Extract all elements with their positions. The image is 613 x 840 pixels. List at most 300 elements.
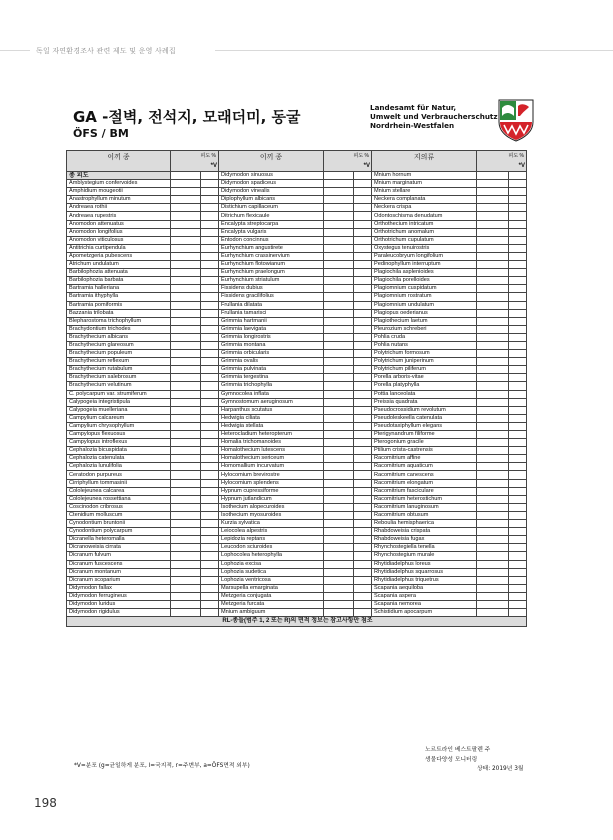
cover-percent-cell (171, 422, 201, 430)
cover-percent-cell (171, 447, 201, 455)
cover-percent-cell (477, 333, 509, 341)
species-name-cell: Cololejeunea rossettiana (67, 495, 171, 503)
distribution-cell (354, 447, 372, 455)
cover-percent-cell (171, 220, 201, 228)
col2-name-header: 이끼 종 (219, 151, 324, 172)
cover-percent-cell (324, 455, 354, 463)
distribution-cell (201, 609, 219, 617)
distribution-cell (354, 503, 372, 511)
cover-percent-cell (324, 447, 354, 455)
distribution-cell (509, 269, 527, 277)
cover-percent-cell (171, 431, 201, 439)
cover-percent-cell (477, 536, 509, 544)
species-name-cell: Racomitrium aquaticum (372, 463, 477, 471)
cover-percent-cell (324, 431, 354, 439)
species-name-cell: Mnium hornum (372, 172, 477, 180)
distribution-cell (354, 350, 372, 358)
species-name-cell: Mnium stellare (372, 188, 477, 196)
col3-cover-header: 피도 % *V (477, 151, 527, 172)
cover-percent-cell (171, 609, 201, 617)
species-name-cell: Homalothecium lutescens (219, 447, 324, 455)
cover-percent-cell (324, 325, 354, 333)
species-name-cell: Harpanthus scutatus (219, 406, 324, 414)
running-header (0, 36, 613, 66)
distribution-cell (354, 269, 372, 277)
distribution-cell (509, 544, 527, 552)
species-name-cell: Dicranella heteromalla (67, 536, 171, 544)
distribution-cell (354, 333, 372, 341)
cover-percent-cell (477, 277, 509, 285)
cover-percent-cell (477, 374, 509, 382)
species-name-cell: Brachythecium albicans (67, 333, 171, 341)
species-name-cell: Isothecium alopecuroides (219, 503, 324, 511)
table-row (67, 196, 527, 204)
distribution-cell (509, 212, 527, 220)
cover-percent-cell (324, 463, 354, 471)
cover-percent-cell (171, 261, 201, 269)
species-name-cell: Rhabdoweisia fugax (372, 536, 477, 544)
cover-percent-cell (477, 479, 509, 487)
table-row (67, 188, 527, 196)
cover-percent-cell (477, 261, 509, 269)
species-name-cell: Hedwigia ciliata (219, 414, 324, 422)
cover-percent-cell (324, 520, 354, 528)
table-row (67, 584, 527, 592)
distribution-cell (201, 333, 219, 341)
cover-percent-cell (171, 471, 201, 479)
page-number: 198 (34, 796, 57, 810)
distribution-cell (509, 479, 527, 487)
table-row (67, 592, 527, 600)
cover-percent-cell (324, 285, 354, 293)
distribution-cell (509, 406, 527, 414)
distribution-cell (354, 609, 372, 617)
table-row (67, 431, 527, 439)
cover-percent-cell (324, 503, 354, 511)
distribution-cell (201, 220, 219, 228)
distribution-cell (354, 309, 372, 317)
species-table-body (67, 172, 527, 617)
table-row (67, 212, 527, 220)
distribution-cell (354, 301, 372, 309)
distribution-cell (201, 277, 219, 285)
species-name-cell: Plagiochila asplenioides (372, 269, 477, 277)
distribution-cell (201, 382, 219, 390)
cover-percent-cell (477, 398, 509, 406)
distribution-cell (201, 269, 219, 277)
species-name-cell: Atrichum undulatum (67, 261, 171, 269)
species-name-cell: Brachydontium trichodes (67, 325, 171, 333)
distribution-cell (509, 325, 527, 333)
distribution-cell (354, 584, 372, 592)
distribution-cell (201, 576, 219, 584)
species-name-cell: Rhabdoweisia crispata (372, 528, 477, 536)
table-row (67, 309, 527, 317)
cover-percent-cell (171, 455, 201, 463)
species-name-cell: Paraleucobryum longifolium (372, 252, 477, 260)
cover-percent-cell (477, 172, 509, 180)
distribution-cell (201, 552, 219, 560)
species-name-cell: Didymodon luridus (67, 600, 171, 608)
distribution-cell (354, 390, 372, 398)
cover-percent-cell (477, 495, 509, 503)
cover-percent-cell (324, 212, 354, 220)
cover-percent-cell (477, 212, 509, 220)
cover-percent-cell (171, 293, 201, 301)
distribution-cell (509, 439, 527, 447)
cover-percent-cell (171, 495, 201, 503)
distribution-cell (354, 325, 372, 333)
distribution-cell (509, 560, 527, 568)
species-name-cell: Pedinophyllum interruptum (372, 261, 477, 269)
distribution-cell (354, 528, 372, 536)
cover-percent-cell (324, 293, 354, 301)
distribution-cell (509, 358, 527, 366)
cover-percent-cell (324, 439, 354, 447)
table-row (67, 609, 527, 617)
distribution-cell (509, 285, 527, 293)
cover-percent-cell (171, 503, 201, 511)
cover-percent-cell (324, 228, 354, 236)
distribution-cell (354, 244, 372, 252)
distribution-cell (509, 471, 527, 479)
species-name-cell: Blepharostoma trichophyllum (67, 317, 171, 325)
cover-percent-cell (171, 536, 201, 544)
cover-percent-cell (171, 180, 201, 188)
distribution-cell (354, 196, 372, 204)
cover-percent-cell (171, 560, 201, 568)
distribution-cell (201, 252, 219, 260)
species-name-cell: Gymnostomum aeruginosum (219, 398, 324, 406)
cover-percent-cell (324, 252, 354, 260)
cover-percent-cell (324, 341, 354, 349)
species-name-cell: Diplophyllum albicans (219, 196, 324, 204)
distribution-cell (201, 236, 219, 244)
species-name-cell: Rhynchostegium murale (372, 552, 477, 560)
distribution-cell (509, 301, 527, 309)
species-name-cell: Frullania tamarisci (219, 309, 324, 317)
cover-percent-cell (477, 390, 509, 398)
cover-percent-cell (324, 584, 354, 592)
cover-percent-cell (171, 592, 201, 600)
cover-percent-cell (477, 447, 509, 455)
cover-percent-cell (324, 333, 354, 341)
cover-percent-cell (477, 414, 509, 422)
col2-cover-header: 피도 % *V (324, 151, 372, 172)
distribution-cell (201, 479, 219, 487)
table-row (67, 600, 527, 608)
cover-percent-cell (324, 188, 354, 196)
cover-percent-cell (324, 220, 354, 228)
distribution-cell (509, 487, 527, 495)
species-name-cell: Schistidium apocarpum (372, 609, 477, 617)
distribution-cell (201, 309, 219, 317)
species-name-cell: Fissidens dubius (219, 285, 324, 293)
distribution-cell (201, 180, 219, 188)
species-name-cell: Kurzia sylvatica (219, 520, 324, 528)
distribution-cell (509, 188, 527, 196)
species-name-cell: Racomitrium obtusum (372, 511, 477, 519)
cover-percent-cell (171, 528, 201, 536)
cover-percent-cell (171, 301, 201, 309)
distribution-cell (509, 568, 527, 576)
species-name-cell: Preissia quadrata (372, 398, 477, 406)
species-name-cell: Didymodon vinealis (219, 188, 324, 196)
table-row (67, 463, 527, 471)
cover-percent-cell (171, 414, 201, 422)
species-name-cell: Dicranum fulvum (67, 552, 171, 560)
species-name-cell: Calypogeia integristipula (67, 398, 171, 406)
table-row (67, 172, 527, 180)
species-name-cell: Ctenidium molluscum (67, 511, 171, 519)
distribution-cell (509, 261, 527, 269)
distribution-cell (509, 584, 527, 592)
distribution-cell (509, 495, 527, 503)
col1-cover-header: 피도 % *V (171, 151, 219, 172)
distribution-cell (201, 503, 219, 511)
distribution-cell (201, 592, 219, 600)
cover-percent-cell (477, 552, 509, 560)
table-row (67, 455, 527, 463)
distribution-cell (509, 414, 527, 422)
cover-percent-cell (171, 317, 201, 325)
distribution-cell (509, 422, 527, 430)
species-name-cell: Dicranum fuscescens (67, 560, 171, 568)
distribution-cell (354, 600, 372, 608)
table-row (67, 244, 527, 252)
species-name-cell: Didymodon fallax (67, 584, 171, 592)
cover-percent-cell (477, 341, 509, 349)
distribution-cell (509, 511, 527, 519)
species-name-cell: Plagiomnium rostratum (372, 293, 477, 301)
species-name-cell: Campylium chrysophyllum (67, 422, 171, 430)
cover-percent-cell (171, 188, 201, 196)
species-name-cell: Orthothecium intricatum (372, 220, 477, 228)
distribution-cell (201, 374, 219, 382)
distribution-cell (354, 180, 372, 188)
species-name-cell: Racomitrium lanuginosum (372, 503, 477, 511)
species-name-cell: Lophozia sudetica (219, 568, 324, 576)
cover-percent-cell (477, 366, 509, 374)
cover-percent-cell (477, 560, 509, 568)
distribution-cell (201, 422, 219, 430)
species-name-cell: Plagiothecium laetum (372, 317, 477, 325)
distribution-cell (354, 495, 372, 503)
distribution-cell (354, 536, 372, 544)
cover-percent-cell (477, 471, 509, 479)
species-name-cell: Hylocomium brevirostre (219, 471, 324, 479)
cover-percent-cell (324, 366, 354, 374)
table-row (67, 277, 527, 285)
species-name-cell: Ceratodon purpureus (67, 471, 171, 479)
table-row (67, 398, 527, 406)
distribution-cell (509, 333, 527, 341)
species-name-cell: Grimmia ovalis (219, 358, 324, 366)
cover-percent-cell (477, 455, 509, 463)
table-row (67, 358, 527, 366)
species-name-cell: Pohlia nutans (372, 341, 477, 349)
cover-percent-cell (324, 374, 354, 382)
distribution-cell (354, 277, 372, 285)
cover-percent-cell (171, 487, 201, 495)
species-name-cell: Andreaea rothii (67, 204, 171, 212)
cover-percent-cell (477, 228, 509, 236)
species-name-cell: Apometzgeria pubescens (67, 252, 171, 260)
distribution-cell (201, 471, 219, 479)
cover-percent-cell (477, 528, 509, 536)
table-row (67, 293, 527, 301)
species-name-cell: Pterogonium gracile (372, 439, 477, 447)
pubinfo-line-2: 생물다양성 모니터링 (425, 756, 478, 763)
table-row (67, 414, 527, 422)
table-row (67, 544, 527, 552)
cover-percent-cell (477, 503, 509, 511)
species-name-cell: Neckera crispa (372, 204, 477, 212)
species-name-cell: Brachythecium reflexum (67, 358, 171, 366)
table-row (67, 236, 527, 244)
table-row (67, 511, 527, 519)
species-name-cell: Anomodon longifolius (67, 228, 171, 236)
species-name-cell: Eurhynchium crassinervium (219, 252, 324, 260)
species-name-cell: Racomitrium affine (372, 455, 477, 463)
distribution-cell (509, 196, 527, 204)
cover-percent-cell (171, 228, 201, 236)
species-name-cell: Rhynchostegiella tenella (372, 544, 477, 552)
cover-percent-cell (324, 382, 354, 390)
cover-percent-cell (324, 204, 354, 212)
cover-percent-cell (324, 172, 354, 180)
table-row (67, 552, 527, 560)
species-name-cell: Leucodon sciuroides (219, 544, 324, 552)
species-name-cell: Homalia trichomanoides (219, 439, 324, 447)
cover-percent-cell (171, 350, 201, 358)
agency-line-2: Umwelt und Verbraucherschutz (370, 112, 498, 121)
table-row (67, 503, 527, 511)
distribution-cell (509, 463, 527, 471)
cover-percent-cell (171, 382, 201, 390)
cover-percent-cell (477, 309, 509, 317)
species-name-cell: Dicranum scoparium (67, 576, 171, 584)
cover-percent-cell (324, 487, 354, 495)
cover-percent-cell (324, 536, 354, 544)
cover-percent-cell (324, 317, 354, 325)
table-row (67, 220, 527, 228)
species-name-cell: Bartramia pomiformis (67, 301, 171, 309)
species-name-cell: Plagiochila porelloides (372, 277, 477, 285)
distribution-cell (354, 188, 372, 196)
cover-percent-cell (324, 350, 354, 358)
cover-percent-cell (171, 341, 201, 349)
distribution-cell (201, 204, 219, 212)
species-name-cell: Campylium calcareum (67, 414, 171, 422)
species-name-cell: Pterigynandrum filiforme (372, 431, 477, 439)
species-name-cell: Grimmia tergestina (219, 374, 324, 382)
cover-percent-cell (477, 592, 509, 600)
cover-percent-cell (171, 277, 201, 285)
cover-percent-cell (477, 431, 509, 439)
species-name-cell: C. polycarpum var. strumiferum (67, 390, 171, 398)
cover-percent-cell (324, 609, 354, 617)
distribution-cell (201, 584, 219, 592)
species-name-cell: Didymodon rigidulus (67, 609, 171, 617)
species-name-cell: Racomitrium fasciculare (372, 487, 477, 495)
cover-percent-cell (477, 252, 509, 260)
species-name-cell: Grimmia hartmanii (219, 317, 324, 325)
cover-percent-cell (324, 406, 354, 414)
species-name-cell: Eurhynchium praelongum (219, 269, 324, 277)
distribution-cell (354, 366, 372, 374)
distribution-cell (509, 236, 527, 244)
table-row (67, 204, 527, 212)
cover-percent-cell (171, 325, 201, 333)
table-row (67, 261, 527, 269)
distribution-cell (509, 398, 527, 406)
cover-percent-cell (171, 584, 201, 592)
cover-percent-cell (477, 406, 509, 414)
species-name-cell: Eurhynchium flotowianum (219, 261, 324, 269)
distribution-cell (354, 398, 372, 406)
cover-percent-cell (324, 560, 354, 568)
table-row (67, 382, 527, 390)
species-name-cell: Orthotrichum cupulatum (372, 236, 477, 244)
distribution-cell (354, 293, 372, 301)
table-row (67, 528, 527, 536)
species-name-cell: Lophozia excisa (219, 560, 324, 568)
cover-percent-cell (477, 511, 509, 519)
species-name-cell: Bartramia halleriana (67, 285, 171, 293)
cover-percent-cell (171, 309, 201, 317)
cover-percent-cell (171, 204, 201, 212)
cover-percent-cell (477, 544, 509, 552)
cover-percent-cell (171, 196, 201, 204)
cover-percent-cell (477, 600, 509, 608)
pubinfo-status: 상태: 2019년 3월 (477, 766, 524, 772)
distribution-cell (509, 350, 527, 358)
table-row (67, 479, 527, 487)
distribution-cell (201, 285, 219, 293)
table-row (67, 447, 527, 455)
cover-percent-cell (324, 479, 354, 487)
species-name-cell: Lepidozia reptans (219, 536, 324, 544)
distribution-cell (354, 212, 372, 220)
cover-percent-cell (324, 269, 354, 277)
running-header-title: 독일 자연환경조사 관련 제도 및 운영 사례집 (36, 47, 176, 55)
cover-percent-cell (477, 188, 509, 196)
species-name-cell: Polytrichum piliferum (372, 366, 477, 374)
cover-percent-cell (324, 552, 354, 560)
distribution-cell (354, 317, 372, 325)
cover-percent-cell (171, 236, 201, 244)
cover-percent-cell (324, 309, 354, 317)
distribution-cell (354, 455, 372, 463)
distribution-cell (354, 511, 372, 519)
species-name-cell: Lophozia ventricosa (219, 576, 324, 584)
species-name-cell: Racomitrium elongatum (372, 479, 477, 487)
distribution-cell (354, 520, 372, 528)
distribution-cell (201, 398, 219, 406)
cover-percent-cell (324, 592, 354, 600)
distribution-cell (201, 560, 219, 568)
distribution-cell (354, 568, 372, 576)
distribution-cell (509, 277, 527, 285)
cover-percent-cell (171, 252, 201, 260)
cover-percent-cell (171, 479, 201, 487)
species-name-cell: Barbilophozia attenuata (67, 269, 171, 277)
table-row (67, 341, 527, 349)
cover-percent-cell (477, 520, 509, 528)
table-row (67, 350, 527, 358)
species-name-cell: Odontoschisma denudatum (372, 212, 477, 220)
